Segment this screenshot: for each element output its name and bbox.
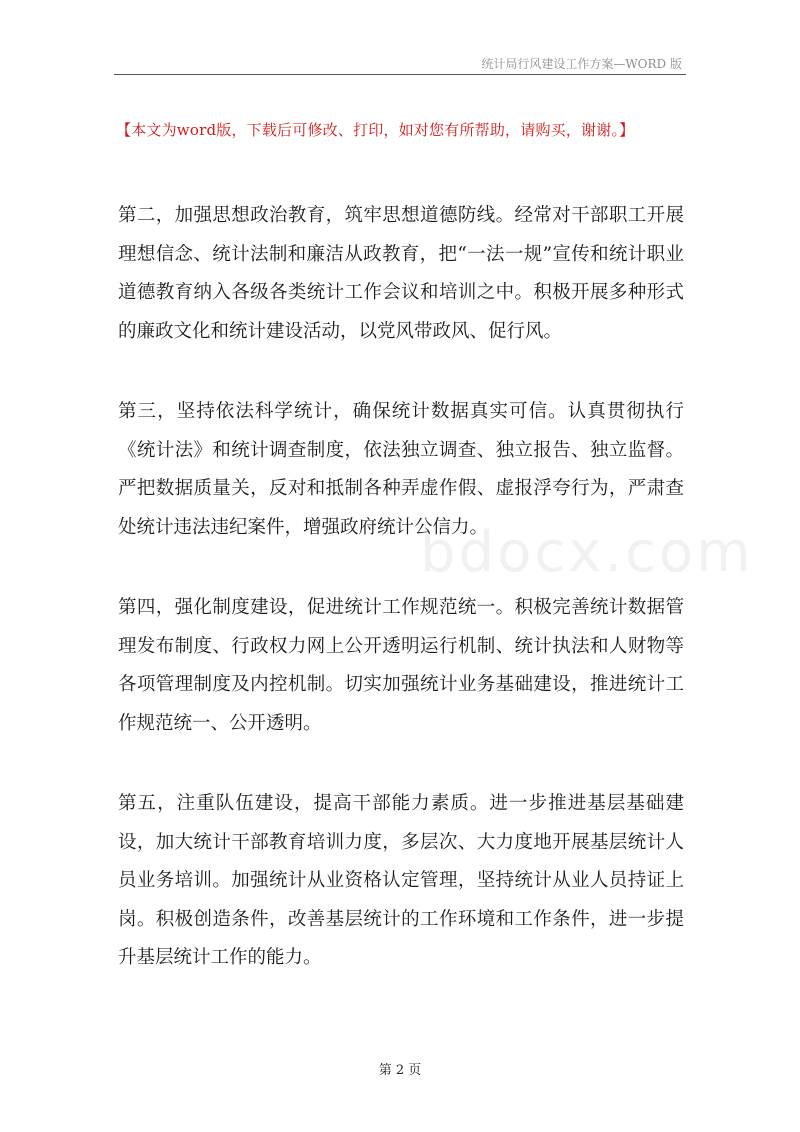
watermark: bdocx.com bbox=[420, 520, 754, 585]
page-number: 第 2 页 bbox=[378, 1063, 422, 1078]
paragraph-4: 第四，强化制度建设，促进统计工作规范统一。积极完善统计数据管理发布制度、行政权力网上公开透明运行机制、统计执法和人财物等各项管理制度及内控机制。切实加强统计业务基础建设，推进统计工作规范统一、公开透明。 bbox=[118, 597, 684, 734]
running-header: 统计局行风建设工作方案—WORD 版 bbox=[481, 57, 682, 71]
purchase-notice: 【本文为word版，下载后可修改、打印，如对您有所帮助，请购买，谢谢。】 bbox=[116, 121, 635, 139]
paragraph-3: 第三，坚持依法科学统计，确保统计数据真实可信。认真贯彻执行《统计法》和统计调查制度，依法独立调查、独立报告、独立监督。严把数据质量关，反对和抵制各种弄虚作假、虚报浮夸行为，严肃查处统计违法违纪案件，增强政府统计公信力。 bbox=[118, 401, 684, 538]
document-body bbox=[118, 197, 684, 1020]
paragraph-2: 第二，加强思想政治教育，筑牢思想道德防线。经常对干部职工开展理想信念、统计法制和廉洁从政教育，把“一法一规”宣传和统计职业道德教育纳入各级各类统计工作会议和培训之中。积极开展多种形式的廉政文化和统计建设活动，以党风带政风、促行风。 bbox=[118, 205, 684, 342]
paragraph-5: 第五，注重队伍建设，提高干部能力素质。进一步推进基层基础建设，加大统计干部教育培训力度，多层次、大力度地开展基层统计人员业务培训。加强统计从业资格认定管理，坚持统计从业人员持证上岗。积极创造条件，改善基层统计的工作环境和工作条件，进一步提升基层统计工作的能力。 bbox=[118, 793, 684, 968]
header-divider bbox=[114, 74, 686, 75]
